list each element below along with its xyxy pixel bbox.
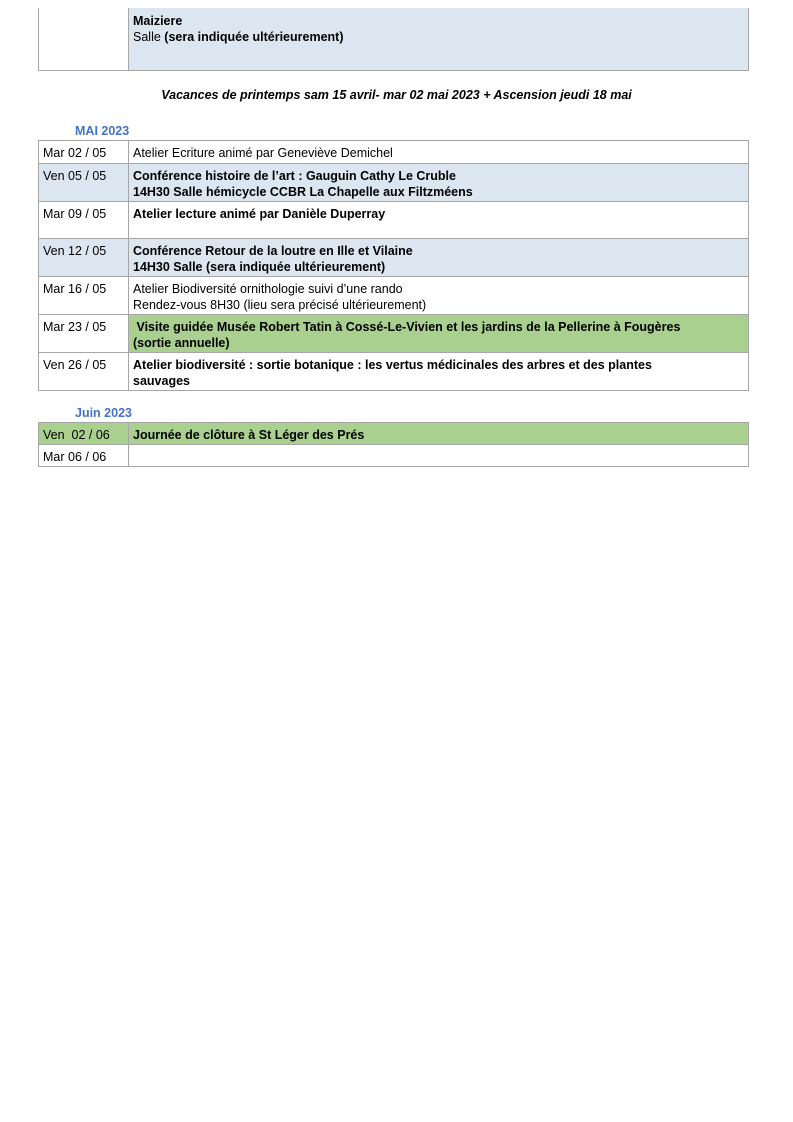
may-schedule-table <box>38 140 749 391</box>
date-cell <box>39 8 129 70</box>
month-title-may: MAI 2023 <box>75 124 130 138</box>
date-cell: Ven 12 / 05 <box>39 239 129 277</box>
date-cell: Mar 02 / 05 <box>39 141 129 164</box>
event-line: Atelier Biodiversité ornithologie suivi d’une rando <box>133 282 403 296</box>
event-line: Visite guidée Musée Robert Tatin à Cossé-Le-Vivien et les jardins de la Pellerine à Fougères <box>133 320 681 334</box>
table-row <box>39 277 749 315</box>
event-line <box>133 29 744 45</box>
table-row <box>39 423 749 445</box>
table-row <box>39 141 749 164</box>
table-row <box>39 164 749 202</box>
event-cell <box>129 8 749 70</box>
event-cell <box>129 445 749 467</box>
event-cell <box>129 141 749 164</box>
event-line: (sortie annuelle) <box>133 336 230 350</box>
date-cell: Mar 06 / 06 <box>39 445 129 467</box>
event-line: 14H30 Salle (sera indiquée ultérieurement) <box>133 260 386 274</box>
event-cell <box>129 423 749 445</box>
table-row <box>39 8 749 70</box>
event-line: Conférence histoire de l’art : Gauguin Cathy Le Cruble <box>133 169 456 183</box>
event-cell <box>129 202 749 239</box>
date-cell: Ven 02 / 06 <box>39 423 129 445</box>
date-cell: Mar 16 / 05 <box>39 277 129 315</box>
event-line: Atelier biodiversité : sortie botanique : les vertus médicinales des arbres et des plantes <box>133 358 652 372</box>
event-cell <box>129 164 749 202</box>
event-line: 14H30 Salle hémicycle CCBR La Chapelle aux Filtzméens <box>133 185 473 199</box>
date-cell: Ven 05 / 05 <box>39 164 129 202</box>
date-cell: Mar 09 / 05 <box>39 202 129 239</box>
table-row <box>39 445 749 467</box>
date-cell: Mar 23 / 05 <box>39 315 129 353</box>
continued-schedule-table <box>38 8 749 71</box>
event-line: sauvages <box>133 374 190 388</box>
table-row <box>39 353 749 391</box>
venue-note: (sera indiquée ultérieurement) <box>164 30 344 44</box>
venue-text: Salle <box>133 30 165 44</box>
table-row <box>39 202 749 239</box>
event-line: Atelier lecture animé par Danièle Duperray <box>133 207 386 221</box>
vacation-note: Vacances de printemps sam 15 avril- mar 02 mai 2023 + Ascension jeudi 18 mai <box>161 88 632 102</box>
event-line: Maiziere <box>133 14 183 28</box>
event-cell <box>129 315 749 353</box>
table-row <box>39 315 749 353</box>
event-line: Journée de clôture à St Léger des Prés <box>133 428 365 442</box>
event-cell <box>129 353 749 391</box>
event-cell <box>129 239 749 277</box>
event-line: Atelier Ecriture animé par Geneviève Demichel <box>133 146 393 160</box>
date-cell: Ven 26 / 05 <box>39 353 129 391</box>
event-line: Rendez-vous 8H30 (lieu sera précisé ultérieurement) <box>133 298 427 312</box>
table-row <box>39 239 749 277</box>
event-line: Conférence Retour de la loutre en Ille et Vilaine <box>133 244 413 258</box>
june-schedule-table <box>38 422 749 467</box>
month-title-june: Juin 2023 <box>75 406 132 420</box>
event-cell <box>129 277 749 315</box>
